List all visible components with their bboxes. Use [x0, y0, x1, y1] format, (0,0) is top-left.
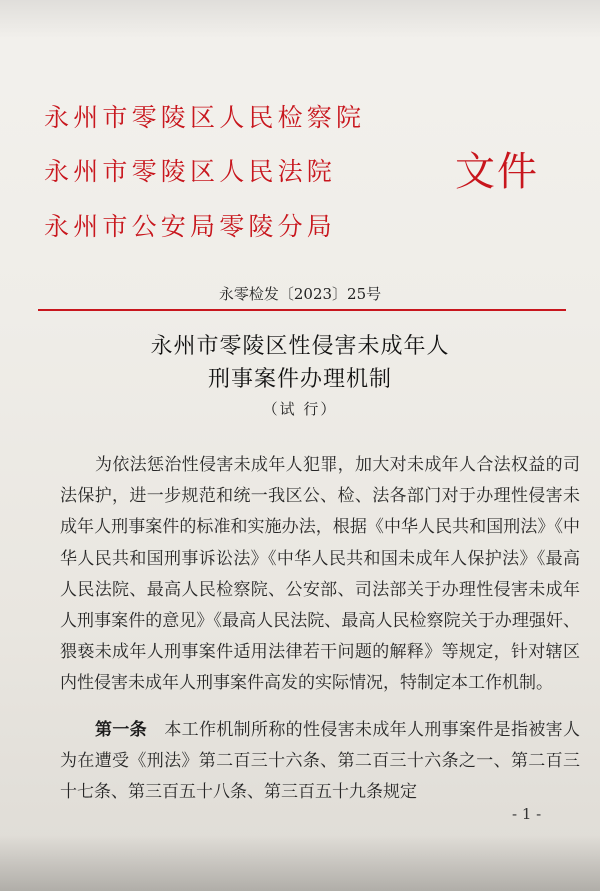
article-1-label: 第一条: [95, 720, 147, 740]
article-1-text: 本工作机制所称的性侵害未成年人刑事案件是指被害人为在遭受《刑法》第二百三十六条、第二百三十六条之一、第二百三十七条、第三百五十八条、第三百五十九条规定: [60, 720, 581, 803]
photo-bottom-shadow: [0, 835, 600, 891]
red-divider-line: [38, 309, 566, 311]
photo-shadow: [0, 0, 600, 40]
document-title-line1: 永州市零陵区性侵害未成年人: [150, 334, 450, 359]
issuing-org-police: 永州市公安局零陵分局: [44, 212, 337, 241]
document-number: 永零检发〔2023〕25号: [218, 285, 382, 303]
document-subtitle: （试 行）: [262, 400, 338, 418]
issuing-org-procuratorate: 永州市零陵区人民检察院: [44, 103, 366, 132]
document-title-line2: 刑事案件办理机制: [207, 367, 392, 392]
preamble-paragraph: 为依法惩治性侵害未成年人犯罪，加大对未成年人合法权益的司法保护，进一步规范和统一我区公、检、法各部门对于办理性侵害未成年人刑事案件的标准和实施办法，根据《中华人民共和国刑法》《中华人民共和国刑事诉讼法》《中华人民共和国未成年人保护法》《最高人民法院、最高人民检察院、公安部、司法部关于办理性侵害未成年人刑事案件的意见》《最高人民法院、最高人民检察院关于办理强奸、猥亵未成年人刑事案件适用法律若干问题的解释》等规定，针对辖区内性侵害未成年人刑事案件高发的实际情况，特制定本工作机制。: [60, 455, 580, 694]
issuing-org-court: 永州市零陵区人民法院: [44, 157, 337, 186]
page-number: - 1 -: [512, 805, 542, 823]
document-type-label: 文件: [455, 149, 539, 195]
article-1-paragraph: [60, 715, 580, 809]
